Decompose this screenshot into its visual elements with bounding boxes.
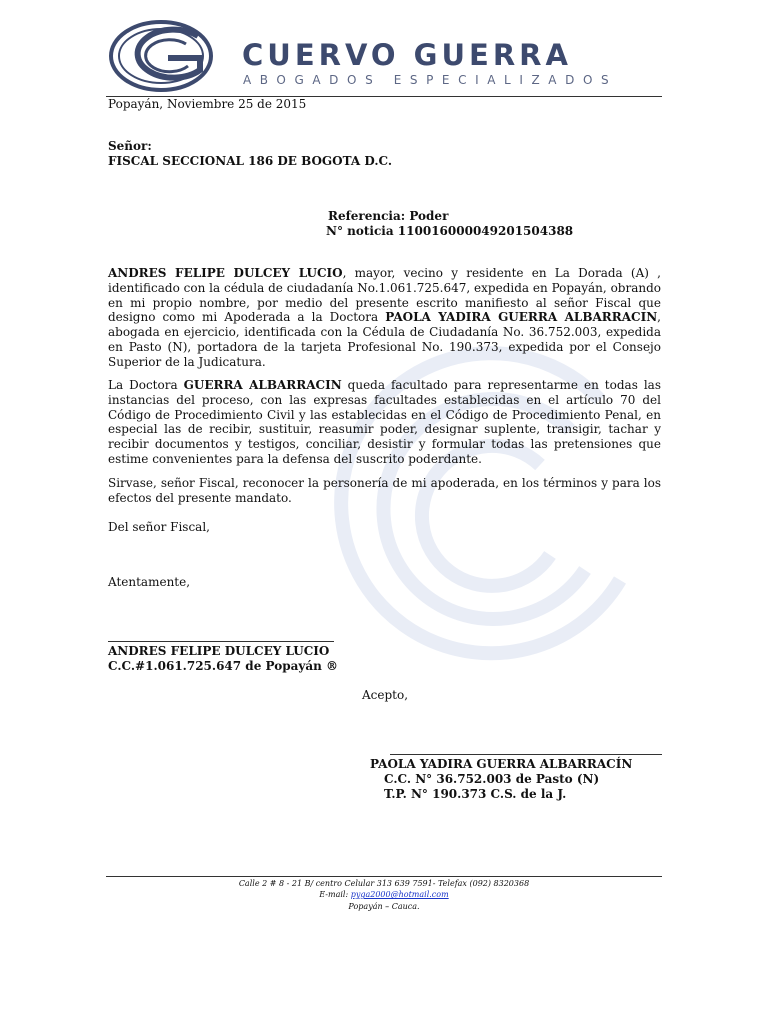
apoderada-surname: GUERRA ALBARRACIN [183,378,342,392]
signer2-id: C.C. N° 36.752.003 de Pasto (N) [384,772,600,786]
signature-line-1 [108,641,334,642]
footer-email-line [106,889,662,900]
paragraph-2-text-a: La Doctora [108,378,184,392]
poderdante-name: ANDRES FELIPE DULCEY LUCIO [108,266,343,280]
footer-address: Calle 2 # 8 - 21 B/ centro Celular 313 639 7591- Telefax (092) 8320368 [238,879,530,888]
paragraph-1 [108,266,661,370]
footer-email-label: E-mail: [319,890,351,899]
salutation: Señor: [108,139,152,153]
footer-email-link[interactable]: pyga2000@hotmail.com [350,890,449,899]
footer-city: Popayán – Cauca. [348,902,420,911]
signature-line-2 [390,754,662,755]
paragraph-3: Sirvase, señor Fiscal, reconocer la personería de mi apoderada, en los términos y para los efectos del presente mandato. [108,476,661,505]
paragraph-2 [108,378,661,467]
closing-del-senor: Del señor Fiscal, [108,520,210,534]
acepto: Acepto, [362,688,409,702]
letterhead [106,18,666,98]
signer1-id: C.C.#1.061.725.647 de Popayán ® [108,659,339,673]
reference-label: Referencia: Poder [328,209,449,223]
paragraph-1-text-b: , abogada en ejercicio, identificada con la Cédula de Ciudadanía No. 36.752.003, expedida en Pasto (N), portadora de la tarjeta Profesional No. 190.373, expedida por el Consejo Superior de la Judicatura. [108,310,661,369]
signer2-name: PAOLA YADIRA GUERRA ALBARRACÍN [370,757,633,771]
brand-tagline: ABOGADOS ESPECIALIZADOS [243,73,618,87]
company-logo-icon [106,18,216,94]
signer1-name: ANDRES FELIPE DULCEY LUCIO [108,644,330,658]
footer-divider [106,876,662,877]
date-line: Popayán, Noviembre 25 de 2015 [108,97,307,111]
closing-atentamente: Atentamente, [108,575,191,589]
recipient: FISCAL SECCIONAL 186 DE BOGOTA D.C. [108,154,393,168]
paragraph-2-text-b: queda facultado para representarme en todas las instancias del proceso, con las expresas facultades establecidas en el artículo 70 del Código de Procedimiento Civil y las establecidas en el Código de Procedimiento Penal, en especial las de recibir, sustituir, reasumir poder, designar suplente, transigir, tachar y recibir documentos y testigos, conciliar, desistir y formular todas las pretensiones que estime convenientes para la defensa del suscrito poderdante. [108,378,661,466]
reference-number: N° noticia 110016000049201504388 [326,224,574,238]
signer2-tp: T.P. N° 190.373 C.S. de la J. [384,787,567,801]
paragraph-1-text-a: , mayor, vecino y residente en La Dorada (A) , identificado con la cédula de ciudadanía No.1.061.725.647, expedida en Popayán, obrando en mi propio nombre, por medio del presente escrito manifiesto al señor Fiscal que designo como mi Apoderada a la Doctora [108,266,661,325]
apoderada-name: PAOLA YADIRA GUERRA ALBARRACIN [385,310,658,325]
brand-name: CUERVO GUERRA [242,38,572,72]
